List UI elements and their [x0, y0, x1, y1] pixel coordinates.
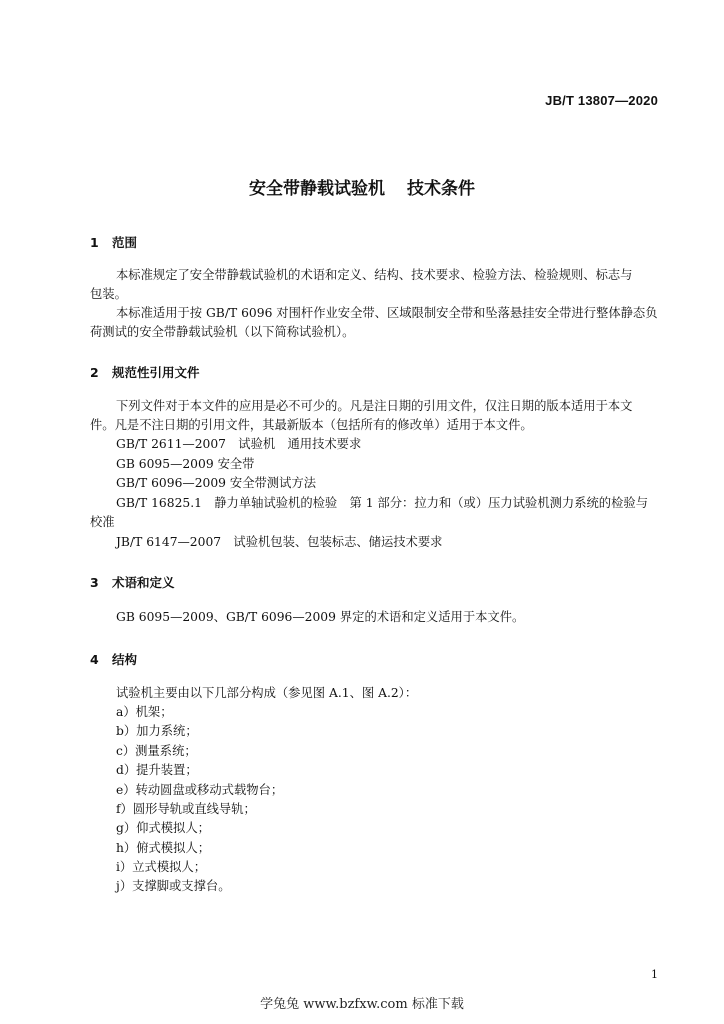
list-item: f）圆形导轨或直线导轨；	[116, 802, 256, 816]
page-number: 1	[651, 968, 658, 981]
paragraph-line: 下列文件对于本文件的应用是必不可少的。凡是注日期的引用文件，仅注日期的版本适用于本文	[116, 399, 633, 413]
section-number: 2	[90, 365, 99, 380]
list-item: i）立式模拟人；	[116, 860, 207, 874]
section-heading-normative-references	[90, 363, 200, 381]
list-item: g）仰式模拟人；	[116, 821, 210, 835]
footer-watermark-link[interactable]: 学兔兔 www.bzfxw.com 标准下载	[260, 997, 464, 1012]
section-heading-structure	[90, 650, 137, 668]
section-title: 规范性引用文件	[112, 365, 200, 380]
reference-item: JB/T 6147—2007 试验机包装、包装标志、储运技术要求	[116, 535, 443, 549]
list-item: e）转动圆盘或移动式载物台；	[116, 783, 284, 797]
section-title: 范围	[112, 235, 138, 250]
document-title	[0, 174, 724, 199]
section-number: 3	[90, 575, 99, 590]
reference-item: GB/T 16825.1 静力单轴试验机的检验 第 1 部分：拉力和（或）压力试验机测力系统的检验与	[116, 496, 648, 510]
list-item: a）机架；	[116, 705, 173, 719]
paragraph-line: 本标准规定了安全带静载试验机的术语和定义、结构、技术要求、检验方法、检验规则、标志与	[116, 268, 633, 282]
list-item: d）提升装置；	[116, 763, 198, 777]
list-item: h）俯式模拟人；	[116, 841, 210, 855]
document-number: JB/T 13807—2020	[545, 93, 658, 108]
list-item: c）测量系统；	[116, 744, 197, 758]
section-heading-terms	[90, 573, 175, 591]
title-sub: 技术条件	[407, 179, 475, 199]
reference-item: GB/T 6096—2009 安全带测试方法	[116, 476, 316, 490]
paragraph-line: GB 6095—2009、GB/T 6096—2009 界定的术语和定义适用于本文件。	[116, 610, 525, 624]
paragraph-line: 件。凡是不注日期的引用文件，其最新版本（包括所有的修改单）适用于本文件。	[90, 418, 533, 432]
section-heading-scope	[90, 233, 137, 251]
reference-item: GB 6095—2009 安全带	[116, 457, 255, 471]
paragraph-line: 包装。	[90, 287, 127, 301]
list-item: b）加力系统；	[116, 724, 198, 738]
section-title: 结构	[112, 652, 138, 667]
title-main: 安全带静载试验机	[249, 179, 385, 199]
paragraph-line: 荷测试的安全带静载试验机（以下简称试验机）。	[90, 325, 355, 339]
section-number: 4	[90, 652, 99, 667]
paragraph-line: 本标准适用于按 GB/T 6096 对围杆作业安全带、区域限制安全带和坠落悬挂安全带进行整体静态负	[116, 306, 658, 320]
reference-item-continuation: 校准	[90, 515, 115, 529]
list-item: j）支撑脚或支撑台。	[116, 879, 231, 893]
section-title: 术语和定义	[112, 575, 175, 590]
paragraph-line: 试验机主要由以下几部分构成（参见图 A.1、图 A.2）：	[116, 686, 418, 700]
section-number: 1	[90, 235, 99, 250]
reference-item: GB/T 2611—2007 试验机 通用技术要求	[116, 437, 362, 451]
